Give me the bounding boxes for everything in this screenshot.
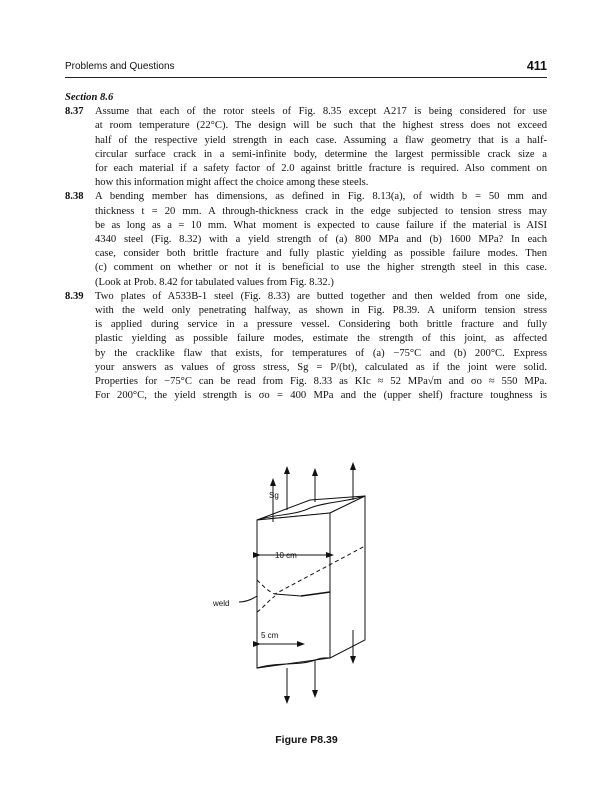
problem-line: (Look at Prob. 8.42 for tabulated values from Fig. 8.32.) [95,276,334,288]
problem-line: at room temperature (22°C). The design will be such that the highest stress does not exceed [95,120,547,132]
problem-line: For 200°C, the yield strength is σo = 400 MPa and the (upper shelf) fracture toughness is [95,390,547,402]
problem-line: case, consider both brittle fracture and fully plastic yielding as possible failure modes. Then [95,248,547,260]
problems-text [65,91,547,403]
problem-line: is applied during service in a pressure vessel. Considering both brittle fracture and fully [95,319,547,331]
problem-line: A bending member has dimensions, as defined in Fig. 8.13(a), of width b = 50 mm and [95,191,547,203]
problem-line: Properties for −75°C can be read from Fig. 8.33 as KIc ≈ 52 MPa√m and σo ≈ 550 MPa. [95,376,547,388]
problem-number: 8.39 [65,290,84,302]
problem-line: your answers as values of gross stress, Sg = P/(bt), calculated as if the joint were solid. [95,361,547,373]
problem-line: be as long as a = 10 mm. What moment is expected to cause failure if the material is AISI [95,219,547,231]
problem-line: circular surface crack in a semi-infinite body, determine the largest permissible crack size a [95,148,547,160]
problem-8-39 [65,290,547,404]
section-heading: Section 8.6 [65,92,114,103]
problem-number: 8.38 [65,191,84,203]
problem-line: Two plates of A533B-1 steel (Fig. 8.33) are butted together and then welded from one side, [95,290,547,302]
running-header [65,60,547,76]
header-rule [65,77,547,78]
problem-8-37 [65,105,547,190]
figure-caption: Figure P8.39 [275,734,338,746]
problem-line: thickness t = 20 mm. A through-thickness crack in the edge subjected to tension stress may [95,205,547,217]
problem-number: 8.37 [65,106,84,118]
depth-label: 5 cm [261,631,279,640]
problem-line: plastic yielding as possible failure modes, estimate the strength of this joint, as affected [95,333,547,345]
weld-label: weld [213,599,230,608]
problem-line: half of the respective yield strength in each case. Assuming a flaw geometry that is a half- [95,134,547,146]
plate-right-face [330,496,365,658]
problem-line: by the cracklike flaw that exists, for temperatures of (a) −75°C and (b) 200°C. Express [95,347,547,359]
figure-p8-39 [205,462,425,712]
problem-line: 4340 steel (Fig. 8.32) with a yield strength of (a) 800 MPa and (b) 1600 MPa? In each [95,234,547,246]
running-title: Problems and Questions [65,61,175,72]
problem-line: for each material if a safety factor of 2.0 against brittle fracture is required. Also comment on [95,163,547,175]
problem-line: with the weld only penetrating halfway, as shown in Fig. P8.39. A uniform tension stress [95,305,547,317]
problem-line: Assume that each of the rotor steels of Fig. 8.35 except A217 is being considered for use [95,106,547,118]
problem-8-38 [65,190,547,289]
stress-label: Sg [269,491,279,500]
width-label: 10 cm [275,551,297,560]
problem-line: (c) comment on whether or not it is beneficial to use the higher strength steel in this case. [95,262,547,274]
welded-plate-diagram [205,462,425,712]
problem-line: how this information might affect the choice among these steels. [95,177,369,189]
page-number: 411 [526,59,547,73]
weld-leader [239,596,257,602]
